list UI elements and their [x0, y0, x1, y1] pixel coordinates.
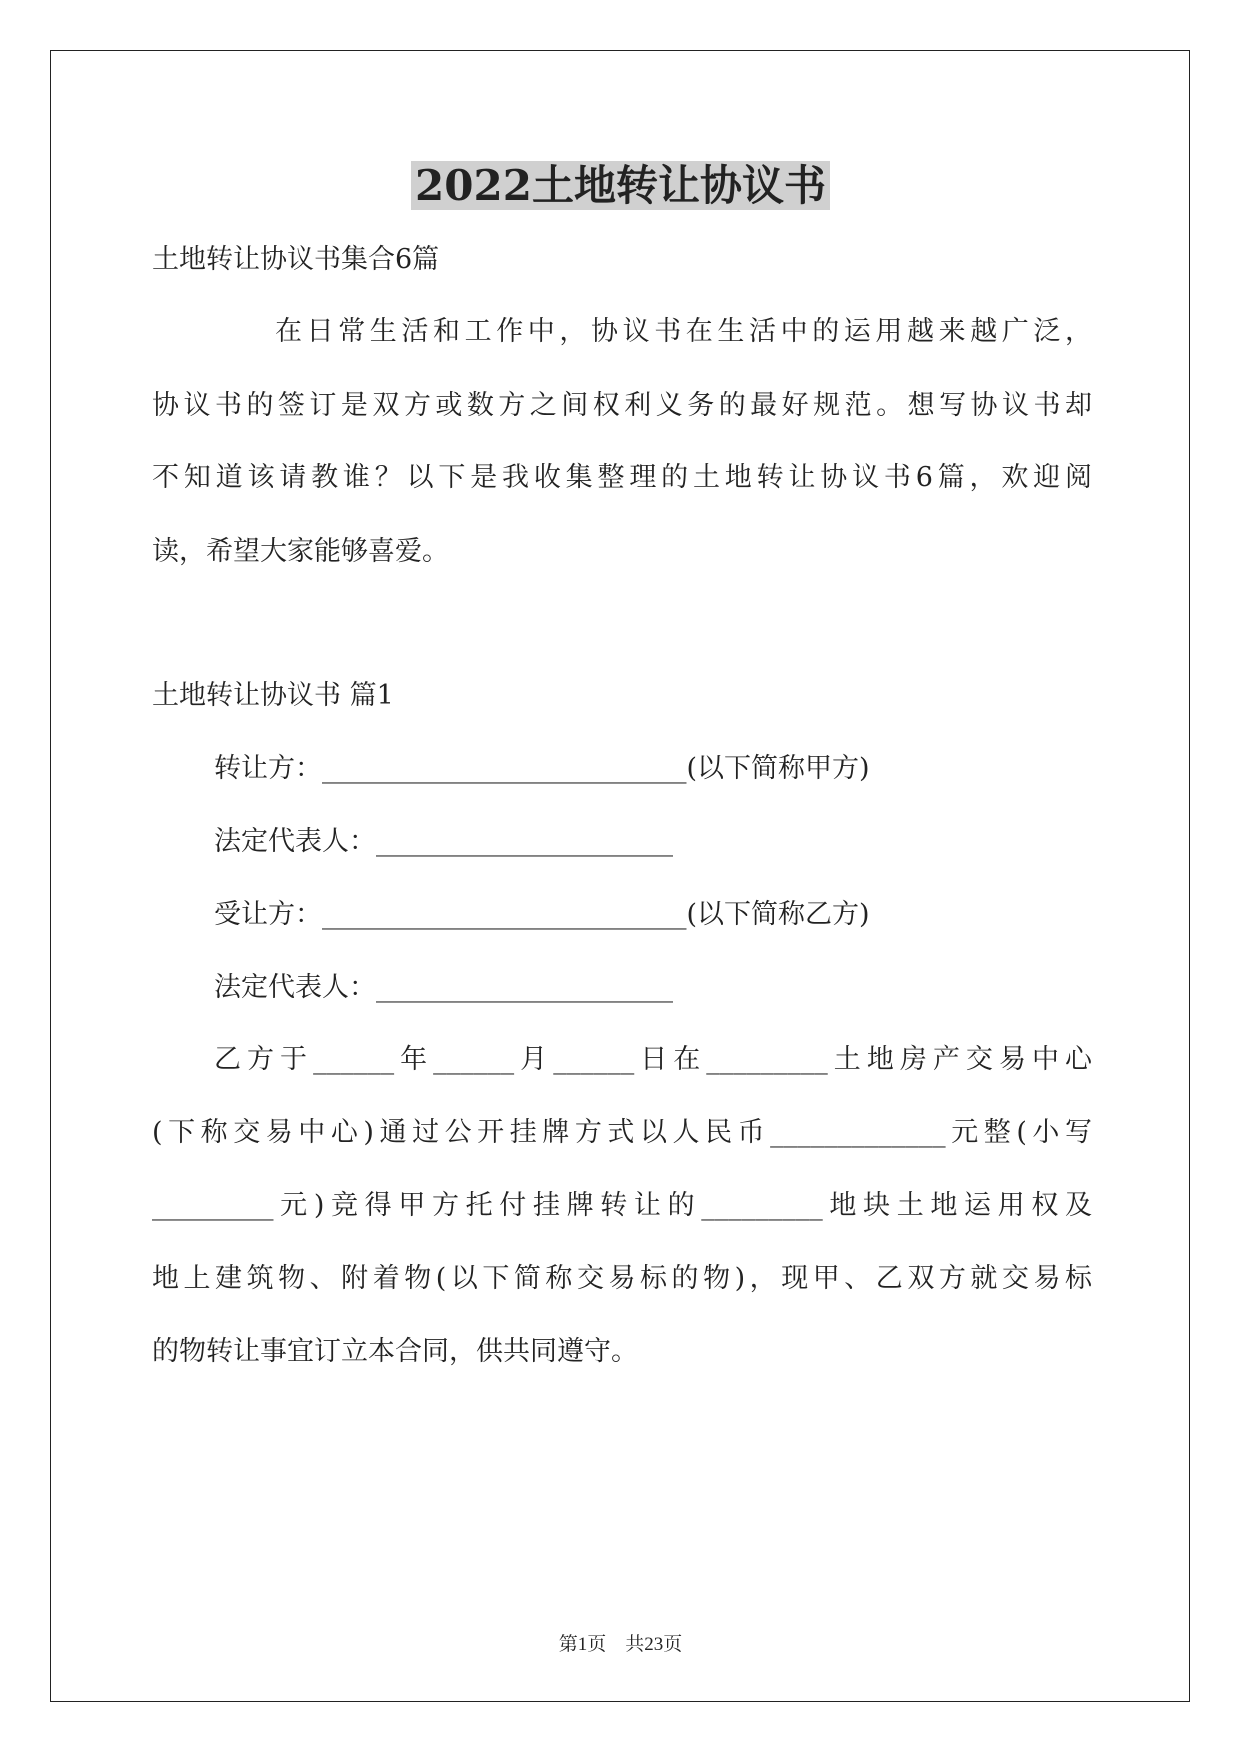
transferee-field: 受让方：___________________________(以下简称乙方)	[214, 899, 870, 930]
document-subtitle: 土地转让协议书集合6篇	[152, 244, 440, 275]
page-footer: 第1页 共23页	[558, 1634, 683, 1655]
body-line-5: 的物转让事宜订立本合同，供共同遵守。	[152, 1336, 638, 1367]
body-line-1: 乙方于______年______月______日在_________土地房产交易中心	[214, 1044, 1092, 1075]
body-line-4: 地上建筑物、附着物(以下简称交易标的物)，现甲、乙双方就交易标	[152, 1263, 1092, 1294]
intro-line-1: 在日常生活和工作中，协议书在生活中的运用越来越广泛，	[275, 316, 1092, 347]
body-line-2: (下称交易中心)通过公开挂牌方式以人民币_____________元整(小写	[152, 1117, 1092, 1148]
document-title	[0, 157, 1241, 215]
transferor-field: 转让方：___________________________(以下简称甲方)	[214, 753, 870, 784]
body-line-3: _________元)竞得甲方托付挂牌转让的_________地块土地运用权及	[152, 1190, 1092, 1221]
page-border	[50, 50, 1190, 1702]
section-heading: 土地转让协议书 篇1	[152, 680, 394, 711]
legal-representative-field-2: 法定代表人：______________________	[214, 972, 673, 1003]
legal-representative-field-1: 法定代表人：______________________	[214, 826, 673, 857]
document-title-text: 2022土地转让协议书	[411, 161, 830, 210]
intro-line-3: 不知道该请教谁？以下是我收集整理的土地转让协议书6篇，欢迎阅	[152, 462, 1092, 493]
intro-line-4: 读，希望大家能够喜爱。	[152, 536, 449, 567]
intro-line-2: 协议书的签订是双方或数方之间权利义务的最好规范。想写协议书却	[152, 390, 1092, 421]
